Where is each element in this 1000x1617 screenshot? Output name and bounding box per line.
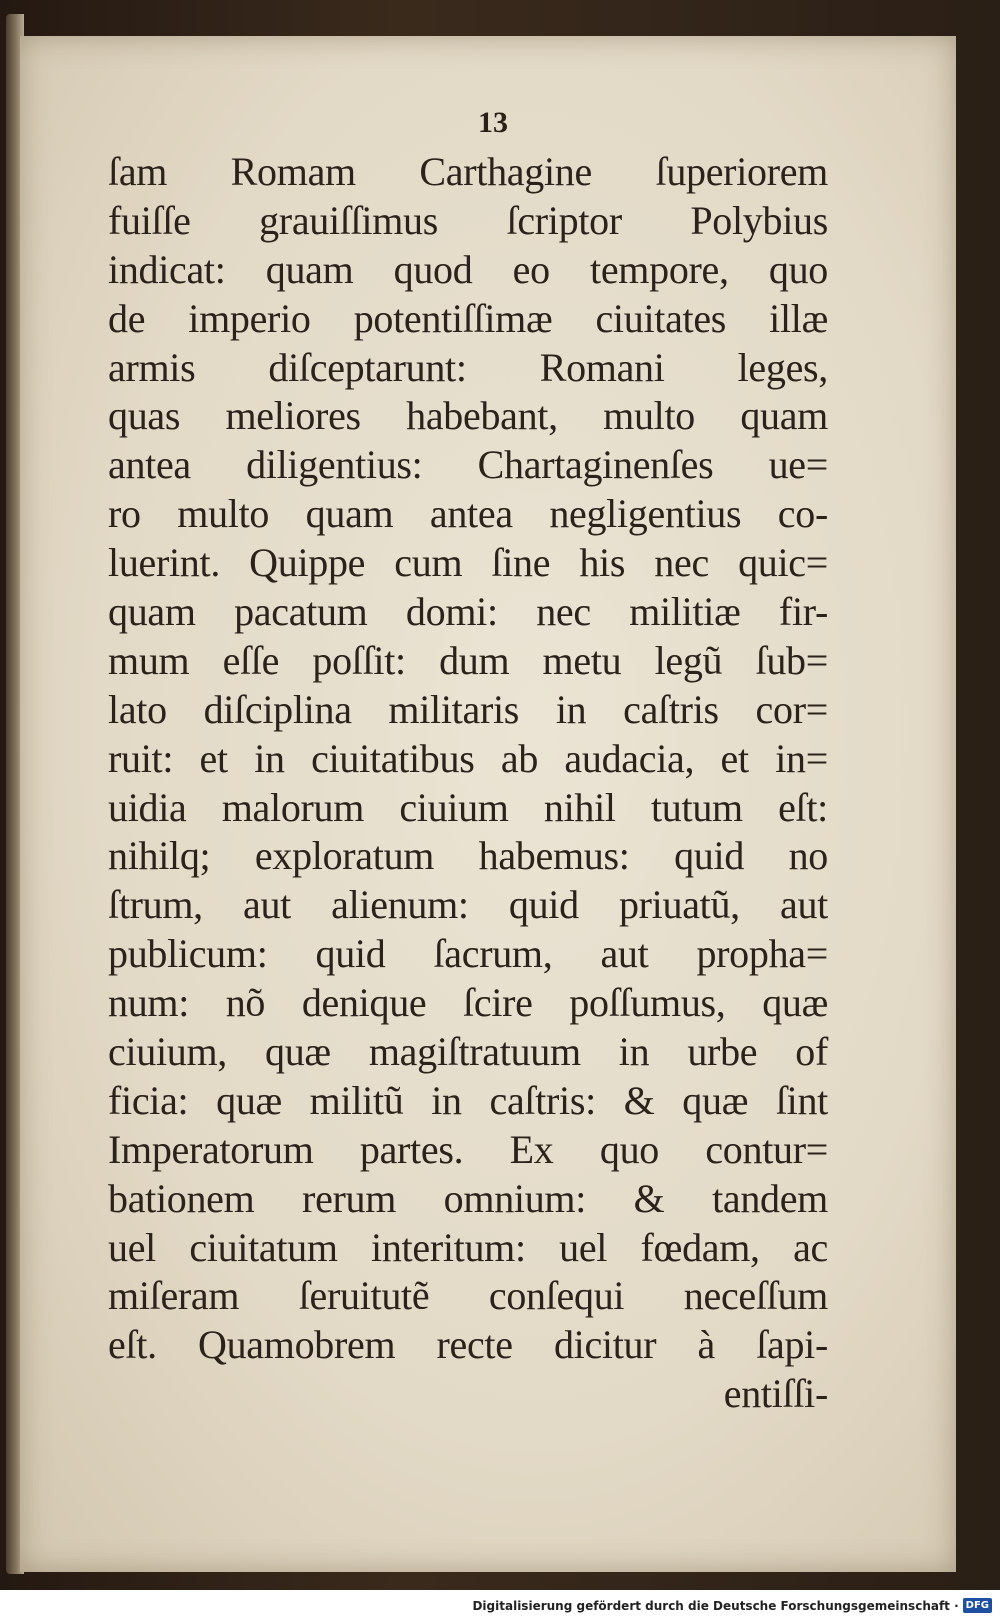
digitization-credit: [472, 1598, 992, 1613]
text-line: ciuium, quæ magiſtratuum in urbe of: [108, 1029, 828, 1075]
text-line: de imperio potentiſſimæ ciuitates illæ: [108, 295, 828, 341]
text-line: antea diligentius: Chartaginenſes ue=: [108, 442, 828, 488]
text-line: lato diſciplina militaris in caſtris cor=: [108, 686, 828, 732]
text-block: [108, 148, 828, 1419]
text-line: entiſſi-: [723, 1371, 828, 1417]
text-line: eſt. Quamobrem recte dicitur à ſapi-: [108, 1322, 828, 1368]
text-line: ficia: quæ militũ in caſtris: & quæ ſint: [108, 1077, 828, 1123]
text-line: uidia malorum ciuium nihil tutum eſt:: [108, 784, 828, 830]
text-line: num: nõ denique ſcire poſſumus, quæ: [108, 980, 828, 1026]
book-page: [20, 36, 956, 1572]
text-line: nihilq; exploratum habemus: quid no: [108, 833, 828, 879]
text-line: ruit: et in ciuitatibus ab audacia, et in=: [108, 735, 828, 781]
text-line: Imperatorum partes. Ex quo contur=: [108, 1126, 828, 1172]
text-line: indicat: quam quod eo tempore, quo: [108, 246, 828, 292]
text-line: miſeram ſeruitutẽ conſequi neceſſum: [108, 1273, 828, 1319]
text-line: ſtrum, aut alienum: quid priuatũ, aut: [108, 882, 828, 928]
text-line: fuiſſe grauiſſimus ſcriptor Polybius: [108, 197, 828, 243]
text-line: ro multo quam antea negligentius co-: [108, 491, 828, 537]
text-line: quas meliores habebant, multo quam: [108, 393, 828, 439]
text-line: armis diſceptarunt: Romani leges,: [108, 344, 828, 390]
credit-text: Digitalisierung gefördert durch die Deutsche Forschungsgemeinschaft ·: [472, 1598, 959, 1613]
text-line: ſam Romam Carthagine ſuperiorem: [108, 149, 828, 194]
text-line: uel ciuitatum interitum: uel fœdam, ac: [108, 1224, 828, 1270]
text-line: publicum: quid ſacrum, aut propha=: [108, 931, 828, 977]
dfg-logo: DFG: [963, 1598, 992, 1613]
text-line: mum eſſe poſſit: dum metu legũ ſub=: [108, 637, 828, 683]
page-number: 13: [478, 106, 508, 139]
text-line: bationem rerum omnium: & tandem: [108, 1175, 828, 1221]
text-line: quam pacatum domi: nec militiæ fir-: [108, 589, 828, 635]
text-line: luerint. Quippe cum ſine his nec quic=: [108, 540, 828, 586]
